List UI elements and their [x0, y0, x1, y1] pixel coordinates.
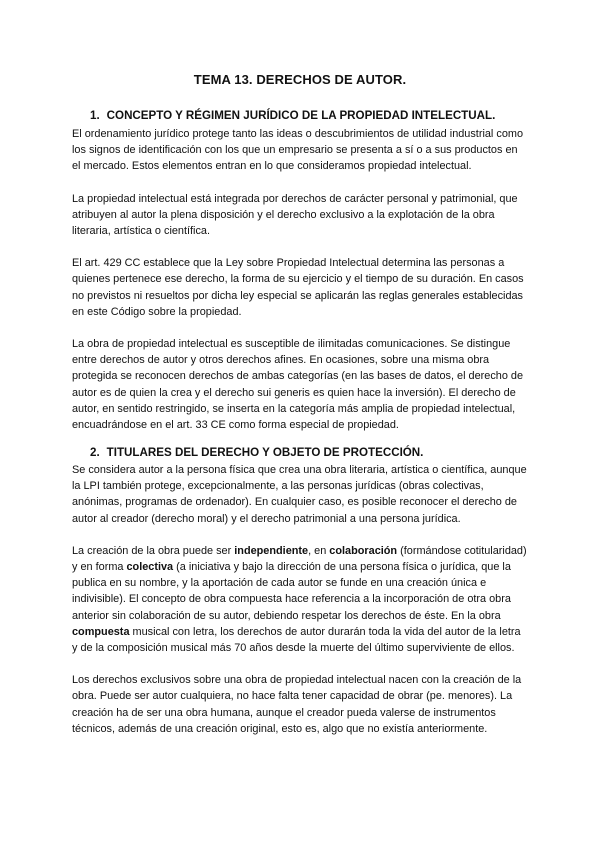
section-1-number: 1. [90, 109, 100, 122]
text-run: (formándose cotitularidad) y en forma [72, 544, 527, 574]
bold-term-colectiva: colectiva [126, 561, 174, 574]
text-run: , en [308, 544, 330, 557]
section-1-paragraph: El ordenamiento jurídico protege tanto las ideas o descubrimientos de utilidad industrial como los signos de identificación con los que un empresario se presenta a sí o a sus productos en el mercado. Estos elementos entran en lo que consideramos propiedad intelectual. [72, 128, 524, 173]
bold-term-colaboracion: colaboración [329, 544, 398, 557]
section-2-body [72, 462, 529, 737]
section-2-paragraph: Se considera autor a la persona física que crea una obra literaria, artística o científica, aunque la LPI también protege, excepcionalmente, a las personas jurídicas (obras colectivas, anónimas, programas de ordenador). En cualquier caso, es posible reconocer el derecho de autor al creador (derecho moral) y el derecho patrimonial a una persona jurídica. [72, 464, 527, 525]
text-run: musical con letra, los derechos de autor durarán toda la vida del autor de la letra y de la composición musical más 70 años desde la muerte del último superviviente de ellos. [72, 625, 521, 655]
section-2-heading-text: TITULARES DEL DERECHO Y OBJETO DE PROTECCIÓN. [106, 446, 424, 459]
document-title: TEMA 13. DERECHOS DE AUTOR. [193, 72, 407, 87]
section-2-heading [90, 446, 423, 459]
section-2-number: 2. [90, 446, 100, 459]
text-run: (a iniciativa y bajo la dirección de una persona física o jurídica, que la publica en su nombre, y la aportación de cada autor se funde en una creación única e indivisible). El concepto de obra compuesta hace referencia a la incorporación de otra obra anterior sin colaboración de su autor, debiendo respetar los derechos de éste. En la obra [72, 561, 511, 622]
section-1-paragraph: La obra de propiedad intelectual es susceptible de ilimitadas comunicaciones. Se distingue entre derechos de autor y otros derechos afines. En ocasiones, sobre una misma obra protegida se reconocen derechos de ambas categorías (en las bases de datos, el derecho de autor es de quien la crea y el derecho sui generis es quien hace la inversión). El derecho de autor, en sentido restringido, se inserta en la categoría más amplia de propiedad intelectual, encuadrándose en el art. 33 CE como forma especial de propiedad. [72, 338, 524, 432]
bold-term-independiente: independiente [234, 544, 309, 557]
text-run: La creación de la obra puede ser [72, 544, 235, 557]
section-2-paragraph: Los derechos exclusivos sobre una obra de propiedad intelectual nacen con la creación de la obra. Puede ser autor cualquiera, no hace falta tener capacidad de obrar (pe. menores). La creación ha de ser una obra humana, aunque el creador pueda valerse de instrumentos técnicos, además de una creación original, esto es, algo que no existía anteriormente. [72, 674, 522, 735]
section-1-paragraph: El art. 429 CC establece que la Ley sobre Propiedad Intelectual determina las personas a quienes pertenece ese derecho, la forma de su ejercicio y el tiempo de su duración. En casos no previstos ni resueltos por dicha ley especial se aplicarán las reglas generales establecidas en este Código sobre la propiedad. [72, 257, 524, 318]
section-2-paragraph-types [72, 543, 529, 656]
section-1-heading [90, 109, 495, 122]
section-1-body [72, 126, 529, 433]
section-1-paragraph: La propiedad intelectual está integrada por derechos de carácter personal y patrimonial, que atribuyen al autor la plena disposición y el derecho exclusivo a la explotación de la obra literaria, artística o científica. [72, 192, 518, 238]
bold-term-compuesta: compuesta [72, 625, 130, 638]
section-1-heading-text: CONCEPTO Y RÉGIMEN JURÍDICO DE LA PROPIEDAD INTELECTUAL. [106, 109, 496, 122]
